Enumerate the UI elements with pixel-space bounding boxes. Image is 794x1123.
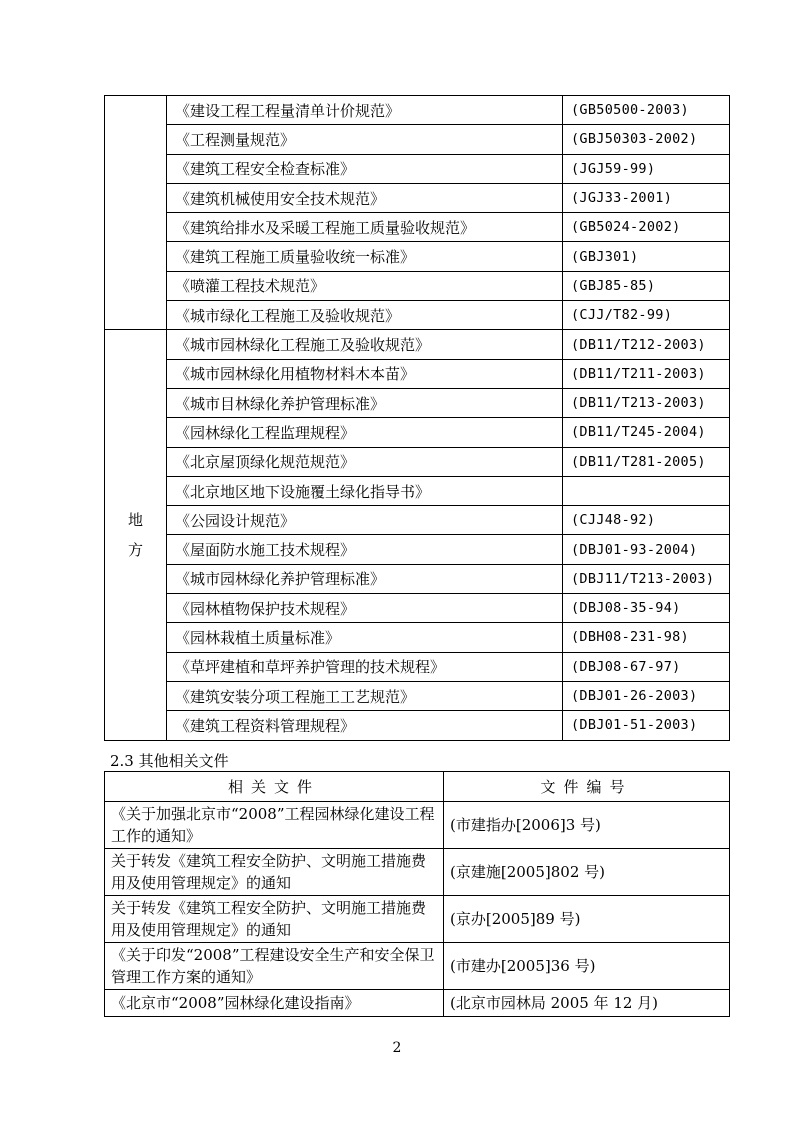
standard-name: 《屋面防水施工技术规程》	[167, 535, 563, 564]
standard-code: (GBJ85-85)	[563, 271, 730, 300]
table-row	[105, 652, 730, 681]
table-row	[105, 125, 730, 154]
table-row	[105, 388, 730, 417]
table-row	[105, 213, 730, 242]
table-row	[105, 96, 730, 125]
standard-code: (DBJ01-26-2003)	[563, 681, 730, 710]
table-row	[105, 418, 730, 447]
document-name: 关于转发《建筑工程安全防护、文明施工措施费用及使用管理规定》的通知	[105, 896, 444, 943]
standards-table	[104, 95, 730, 741]
standard-code: (GB5024-2002)	[563, 213, 730, 242]
standard-name: 《建筑工程安全检查标准》	[167, 154, 563, 183]
table-row	[105, 711, 730, 740]
standard-code: (DBJ08-67-97)	[563, 652, 730, 681]
category-label-char: 方	[127, 540, 143, 559]
table-row	[105, 623, 730, 652]
document-number: (市建办[2005]36 号)	[444, 943, 730, 990]
standard-name: 《北京地区地下设施覆土绿化指导书》	[167, 476, 563, 505]
table-row	[105, 802, 730, 849]
document-name: 《关于加强北京市“2008”工程园林绿化建设工程工作的通知》	[105, 802, 444, 849]
standard-name: 《城市目林绿化养护管理标准》	[167, 388, 563, 417]
table-row	[105, 476, 730, 505]
document-name: 关于转发《建筑工程安全防护、文明施工措施费用及使用管理规定》的通知	[105, 849, 444, 896]
standard-name: 《园林绿化工程监理规程》	[167, 418, 563, 447]
table-row	[105, 154, 730, 183]
standard-code: (DB11/T212-2003)	[563, 330, 730, 359]
standard-code: (JGJ59-99)	[563, 154, 730, 183]
table-row	[105, 359, 730, 388]
standard-name: 《城市园林绿化用植物材料木本苗》	[167, 359, 563, 388]
standard-code: (CJJ48-92)	[563, 506, 730, 535]
related-documents-table	[104, 771, 730, 1017]
table-row	[105, 535, 730, 564]
standard-code: (DB11/T245-2004)	[563, 418, 730, 447]
standard-name: 《草坪建植和草坪养护管理的技术规程》	[167, 652, 563, 681]
document-number: (北京市园林局 2005 年 12 月)	[444, 990, 730, 1017]
standard-code: (DBJ11/T213-2003)	[563, 564, 730, 593]
standard-name: 《建筑安装分项工程施工工艺规范》	[167, 681, 563, 710]
standard-name: 《建筑给排水及采暖工程施工质量验收规范》	[167, 213, 563, 242]
standard-code: (DBJ08-35-94)	[563, 594, 730, 623]
column-header-doc-number: 文件编号	[444, 772, 730, 802]
table-row	[105, 506, 730, 535]
table-row	[105, 447, 730, 476]
standard-code: (JGJ33-2001)	[563, 183, 730, 212]
standard-name: 《喷灌工程技术规范》	[167, 271, 563, 300]
table-row	[105, 681, 730, 710]
standard-code: (DB11/T211-2003)	[563, 359, 730, 388]
table-row	[105, 990, 730, 1017]
table-row	[105, 594, 730, 623]
standard-name: 《建设工程工程量清单计价规范》	[167, 96, 563, 125]
page-number: 2	[392, 1040, 402, 1056]
standard-name: 《建筑工程施工质量验收统一标准》	[167, 242, 563, 271]
category-cell-local	[105, 330, 167, 740]
standard-name: 《北京屋顶绿化规范规范》	[167, 447, 563, 476]
standard-name: 《建筑机械使用安全技术规范》	[167, 183, 563, 212]
table-row	[105, 943, 730, 990]
standard-name: 《建筑工程资料管理规程》	[167, 711, 563, 740]
standard-code: (DB11/T281-2005)	[563, 447, 730, 476]
table-row	[105, 242, 730, 271]
document-name: 《北京市“2008”园林绿化建设指南》	[105, 990, 444, 1017]
standard-name: 《公园设计规范》	[167, 506, 563, 535]
table-row	[105, 330, 730, 359]
table-row	[105, 896, 730, 943]
standard-name: 《城市园林绿化工程施工及验收规范》	[167, 330, 563, 359]
document-number: (市建指办[2006]3 号)	[444, 802, 730, 849]
column-header-documents: 相关文件	[105, 772, 444, 802]
standard-code: (DBJ01-93-2004)	[563, 535, 730, 564]
standard-code: (DB11/T213-2003)	[563, 388, 730, 417]
standard-name: 《城市园林绿化养护管理标准》	[167, 564, 563, 593]
standard-name: 《工程测量规范》	[167, 125, 563, 154]
table-row	[105, 849, 730, 896]
standard-code	[563, 476, 730, 505]
section-title: 2.3 其他相关文件	[110, 752, 229, 770]
document-number: (京办[2005]89 号)	[444, 896, 730, 943]
document-name: 《关于印发“2008”工程建设安全生产和安全保卫管理工作方案的通知》	[105, 943, 444, 990]
category-cell-national	[105, 96, 167, 330]
standard-name: 《城市绿化工程施工及验收规范》	[167, 301, 563, 330]
table-row	[105, 271, 730, 300]
standard-name: 《园林植物保护技术规程》	[167, 594, 563, 623]
category-label-char: 地	[127, 510, 143, 529]
standard-code: (GBJ301)	[563, 242, 730, 271]
standard-code: (CJJ/T82-99)	[563, 301, 730, 330]
document-number: (京建施[2005]802 号)	[444, 849, 730, 896]
table-row	[105, 183, 730, 212]
standard-code: (DBH08-231-98)	[563, 623, 730, 652]
table-row	[105, 301, 730, 330]
standard-code: (GBJ50303-2002)	[563, 125, 730, 154]
standard-name: 《园林栽植土质量标准》	[167, 623, 563, 652]
table-header-row	[105, 772, 730, 802]
standard-code: (GB50500-2003)	[563, 96, 730, 125]
standard-code: (DBJ01-51-2003)	[563, 711, 730, 740]
table-row	[105, 564, 730, 593]
